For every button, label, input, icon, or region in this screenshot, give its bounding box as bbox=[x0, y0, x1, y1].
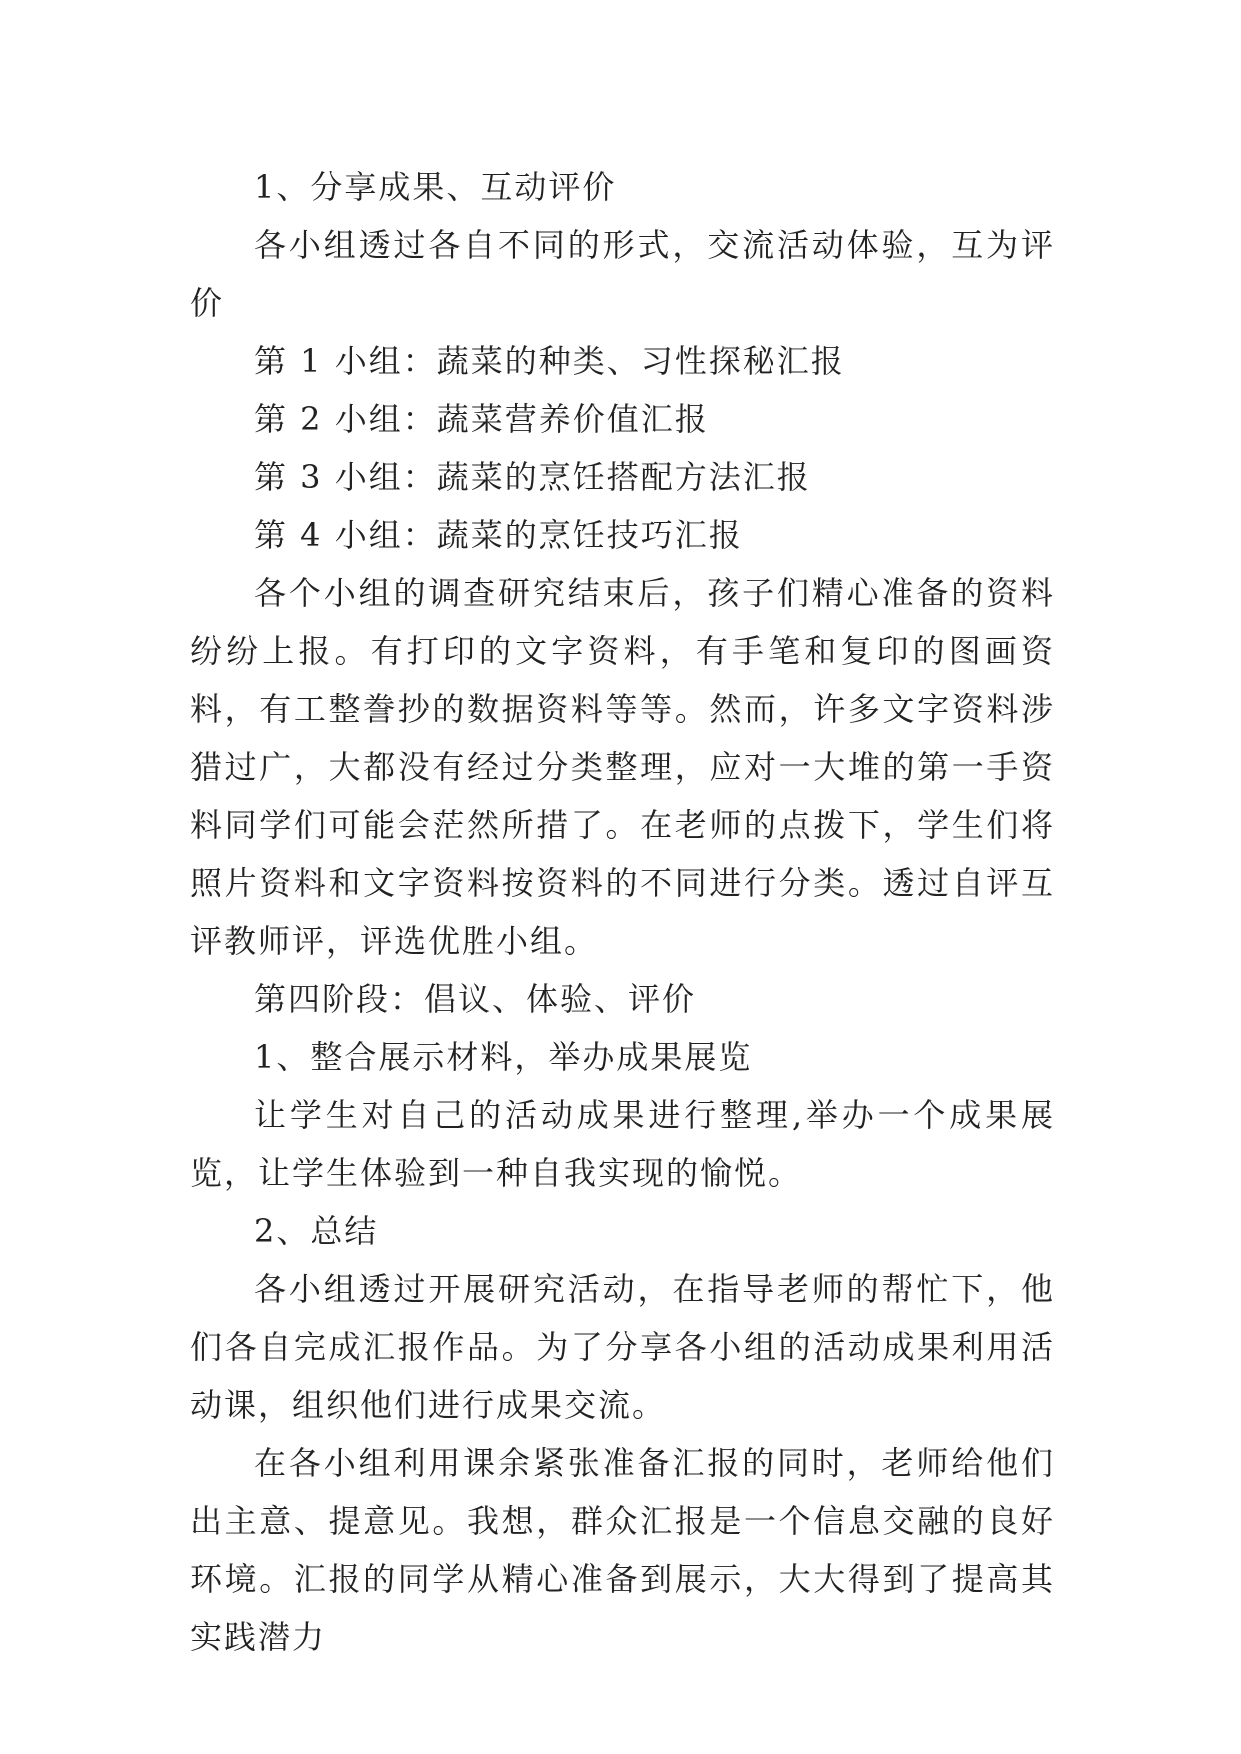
group-3-item: 第 3 小组：蔬菜的烹饪搭配方法汇报 bbox=[254, 458, 811, 496]
heading-stage-four: 第四阶段：倡议、体验、评价 bbox=[254, 980, 697, 1018]
group-2-item: 第 2 小组：蔬菜营养价值汇报 bbox=[254, 400, 709, 438]
paragraph-intro: 各小组透过各自不同的形式，交流活动体验，互为评价 bbox=[190, 226, 1055, 322]
paragraph-reporting: 在各小组利用课余紧张准备汇报的同时，老师给他们出主意、提意见。我想，群众汇报是一个信息交融的良好环境。汇报的同学从精心准备到展示，大大得到了提高其实践潜力 bbox=[190, 1444, 1055, 1656]
group-4-item: 第 4 小组：蔬菜的烹饪技巧汇报 bbox=[254, 516, 743, 554]
heading-exhibition: 1、整合展示材料，举办成果展览 bbox=[254, 1038, 753, 1076]
paragraph-exhibition: 让学生对自己的活动成果进行整理,举办一个成果展览，让学生体验到一种自我实现的愉悦。 bbox=[190, 1096, 1055, 1192]
heading-share-results: 1、分享成果、互动评价 bbox=[254, 168, 617, 206]
paragraph-research-summary: 各个小组的调查研究结束后，孩子们精心准备的资料纷纷上报。有打印的文字资料，有手笔和复印的图画资料，有工整誊抄的数据资料等等。然而，许多文字资料涉猎过广，大都没有经过分类整理，应对一大堆的第一手资料同学们可能会茫然所措了。在老师的点拨下，学生们将照片资料和文字资料按资料的不同进行分类。透过自评互评教师评，评选优胜小组。 bbox=[190, 574, 1055, 960]
heading-summary: 2、总结 bbox=[254, 1212, 379, 1250]
group-1-item: 第 1 小组：蔬菜的种类、习性探秘汇报 bbox=[254, 342, 845, 380]
paragraph-summary: 各小组透过开展研究活动，在指导老师的帮忙下，他们各自完成汇报作品。为了分享各小组的活动成果利用活动课，组织他们进行成果交流。 bbox=[190, 1270, 1055, 1424]
